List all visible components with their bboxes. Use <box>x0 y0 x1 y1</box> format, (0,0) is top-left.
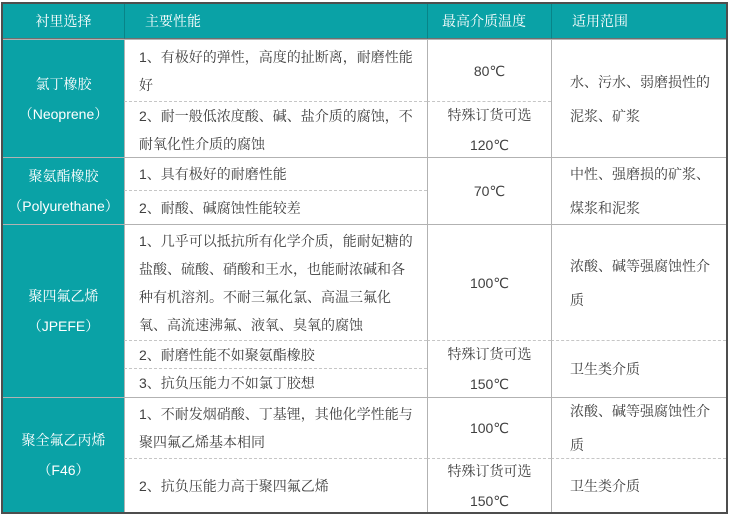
application-cell-r4a: 浓酸、碱等强腐蚀性介质 <box>551 397 726 458</box>
material-subname: （F46） <box>37 462 90 478</box>
application-cell-r3b: 卫生类介质 <box>551 340 726 397</box>
performance-cell-r3-item2: 2、耐磨性能不如聚氨酯橡胶 <box>124 340 427 368</box>
header-main-performance: 主要性能 <box>124 4 427 39</box>
material-subname: （Neoprene） <box>18 105 109 122</box>
temperature-value: 150℃ <box>469 492 510 509</box>
material-subname: （JPEFE） <box>27 318 100 334</box>
temperature-note: 特殊订货可选 <box>447 462 532 479</box>
temperature-value: 70℃ <box>473 183 506 199</box>
performance-cell-r1-item2: 2、耐一般低浓度酸、碱、盐介质的腐蚀，不耐氧化性介质的腐蚀 <box>124 101 427 157</box>
material-cell-polyurethane <box>3 157 124 224</box>
application-cell-r3a: 浓酸、碱等强腐蚀性介质 <box>551 224 726 340</box>
material-name: 氯丁橡胶 <box>35 75 92 92</box>
temperature-cell-r3b <box>427 340 551 397</box>
temperature-note: 特殊订货可选 <box>447 106 532 123</box>
performance-cell-r2-item2: 2、耐酸、碱腐蚀性能较差 <box>124 190 427 224</box>
temperature-cell-r3a <box>427 224 551 340</box>
temperature-cell-r1b <box>427 101 551 157</box>
temperature-cell-r4a <box>427 397 551 458</box>
temperature-value: 100℃ <box>469 420 510 436</box>
material-cell-ptfe <box>3 224 124 397</box>
material-cell-f46 <box>3 397 124 512</box>
material-cell-neoprene <box>3 39 124 157</box>
performance-cell-r3-item1: 1、几乎可以抵抗所有化学介质，能耐妃糖的盐酸、硫酸、硝酸和王水，也能耐浓碱和各种有机溶剂。不耐三氟化氯、高温三氟化氧、高流速沸氟、液氧、臭氧的腐蚀 <box>124 224 427 340</box>
performance-cell-r3-item3: 3、抗负压能力不如氯丁胶想 <box>124 368 427 397</box>
material-name: 聚氨酯橡胶 <box>28 168 99 184</box>
material-name: 聚全氟乙丙烯 <box>21 432 106 448</box>
temperature-cell-r1a <box>427 39 551 101</box>
material-subname: （Polyurethane） <box>8 198 119 214</box>
temperature-value: 120℃ <box>469 136 510 153</box>
temperature-cell-r4b <box>427 458 551 512</box>
header-lining-selection: 衬里选择 <box>3 4 124 39</box>
lining-selection-table <box>1 2 728 514</box>
performance-cell-r4-item1: 1、不耐发烟硝酸、丁基锂，其他化学性能与聚四氟乙烯基本相同 <box>124 397 427 458</box>
temperature-note: 特殊订货可选 <box>447 346 532 362</box>
temperature-value: 80℃ <box>473 62 506 79</box>
header-application-range: 适用范围 <box>551 4 726 39</box>
performance-cell-r4-item2: 2、抗负压能力高于聚四氟乙烯 <box>124 458 427 512</box>
header-max-medium-temperature: 最高介质温度 <box>427 4 551 39</box>
performance-cell-r1-item1: 1、有极好的弹性，高度的扯断离，耐磨性能好 <box>124 39 427 101</box>
performance-cell-r2-item1: 1、具有极好的耐磨性能 <box>124 157 427 190</box>
application-cell-r4b: 卫生类介质 <box>551 458 726 512</box>
material-name: 聚四氟乙烯 <box>28 288 99 304</box>
temperature-cell-r2 <box>427 157 551 224</box>
application-cell-r2: 中性、强磨损的矿浆、煤浆和泥浆 <box>551 157 726 224</box>
application-cell-r1: 水、污水、弱磨损性的泥浆、矿浆 <box>551 39 726 157</box>
temperature-value: 100℃ <box>469 274 510 291</box>
temperature-value: 150℃ <box>469 376 510 392</box>
